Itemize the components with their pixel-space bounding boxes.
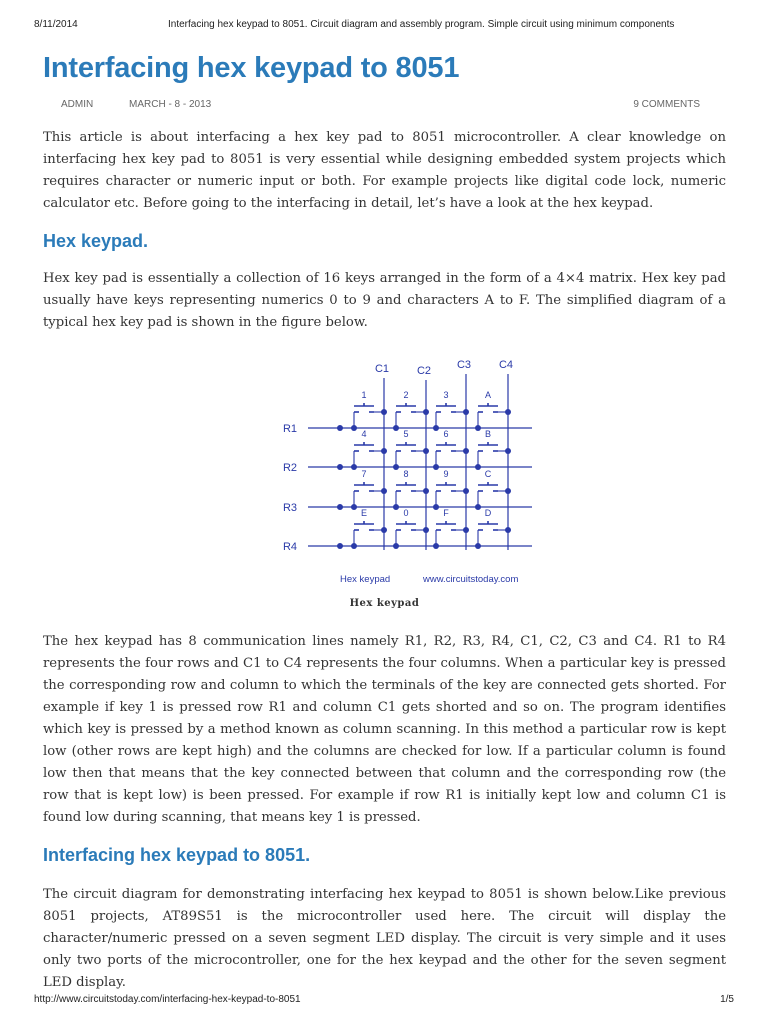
column-junction-dot [381, 527, 387, 533]
article-title: Interfacing hex keypad to 8051 [43, 52, 460, 84]
key-label: B [484, 429, 492, 439]
print-footer [34, 994, 734, 1005]
key-label: E [360, 508, 368, 518]
row-key-junction-dot [433, 504, 439, 510]
key-label: 6 [443, 429, 449, 439]
column-junction-dot [463, 527, 469, 533]
column-junction-dot [505, 527, 511, 533]
figure-caption: Hex keypad [349, 598, 420, 609]
key-label: 8 [403, 469, 409, 479]
row-key-junction-dot [351, 464, 357, 470]
row-key-junction-dot [351, 504, 357, 510]
column-label-c2: C2 [416, 365, 432, 377]
print-url: http://www.circuitstoday.com/interfacing-hex-keypad-to-8051 [34, 994, 301, 1005]
row-key-junction-dot [433, 425, 439, 431]
section-heading-interfacing: Interfacing hex keypad to 8051. [43, 845, 311, 865]
row-key-junction-dot [393, 464, 399, 470]
print-date: 8/11/2014 [34, 19, 78, 30]
row-key-junction-dot [433, 464, 439, 470]
key-label: C [484, 469, 492, 479]
key-label: 4 [361, 429, 367, 439]
key-label: 1 [361, 390, 367, 400]
column-junction-dot [505, 409, 511, 415]
column-junction-dot [463, 448, 469, 454]
article [43, 52, 726, 994]
row-key-junction-dot [475, 464, 481, 470]
page-number: 1/5 [720, 994, 734, 1005]
column-junction-dot [463, 409, 469, 415]
column-junction-dot [381, 488, 387, 494]
communication-lines-paragraph: The hex keypad has 8 communication lines namely R1, R2, R3, R4, C1, C2, C3 and C4. R1 to R4 represents the four rows and C1 to C4 represents the four columns. When a particular key is pressed the corresponding row and column to which the terminals of the key are connected gets shorted. For example if key 1 is pressed row R1 and column C1 gets shorted and so on. The program identifies which key is pressed by a method known as column scanning. In this method a particular row is kept low (other rows are kept high) and the columns are checked for low. If a particular column is found low then that means that the key connected between that column and the corresponding row (the row that is kept low) is been pressed. For example if row R1 is initially kept low and column C1 is found low during scanning, that means key 1 is pressed. [43, 634, 726, 825]
row-label-r1: R1 [282, 423, 298, 435]
row-key-junction-dot [475, 425, 481, 431]
row-key-junction-dot [475, 543, 481, 549]
key-label: A [484, 390, 492, 400]
column-junction-dot [423, 409, 429, 415]
row-key-junction-dot [393, 425, 399, 431]
circuit-paragraph: The circuit diagram for demonstrating interfacing hex keypad to 8051 is shown below.Like previous 8051 projects, AT89S51 is the microcontroller used here. The circuit will display the character/numeric pressed on a seven segment LED display. The circuit is very simple and it uses only two ports of the microcontroller, one for the hex keypad and the other for the seven segment LED display. [43, 887, 726, 990]
row-label-r2: R2 [282, 462, 298, 474]
row-key-junction-dot [393, 504, 399, 510]
column-junction-dot [423, 488, 429, 494]
intro-paragraph: This article is about interfacing a hex key pad to 8051 microcontroller. A clear knowledge on interfacing hex key pad to 8051 is very essential while designing embedded system projects which requires character or numeric input or both. For example projects like digital code lock, numeric calculator etc. Before going to the interfacing in detail, let’s have a look at the hex keypad. [43, 130, 726, 211]
row-junction-dot [337, 464, 343, 470]
column-label-c1: C1 [374, 363, 390, 375]
key-label: 3 [443, 390, 449, 400]
column-junction-dot [381, 409, 387, 415]
column-junction-dot [423, 527, 429, 533]
key-label: D [484, 508, 492, 518]
key-label: 0 [403, 508, 409, 518]
column-junction-dot [463, 488, 469, 494]
column-junction-dot [505, 448, 511, 454]
key-label: 7 [361, 469, 367, 479]
row-key-junction-dot [393, 543, 399, 549]
row-key-junction-dot [475, 504, 481, 510]
keypad-diagram [268, 358, 519, 588]
key-label: F [443, 508, 449, 518]
row-key-junction-dot [351, 425, 357, 431]
keypad-figure [43, 358, 726, 588]
row-label-r4: R4 [282, 541, 298, 553]
post-date: MARCH - 8 - 2013 [129, 99, 212, 110]
column-junction-dot [505, 488, 511, 494]
column-junction-dot [381, 448, 387, 454]
article-meta [43, 99, 726, 119]
author-link[interactable]: ADMIN [61, 99, 94, 110]
key-label: 9 [443, 469, 449, 479]
row-junction-dot [337, 504, 343, 510]
row-key-junction-dot [433, 543, 439, 549]
row-key-junction-dot [351, 543, 357, 549]
figure-label-left: Hex keypad [340, 574, 391, 585]
key-label: 5 [403, 429, 409, 439]
hex-keypad-paragraph: Hex key pad is essentially a collection of 16 keys arranged in the form of a 4×4 matrix. Hex key pad usually have keys representing numerics 0 to 9 and characters A to F. The simplified diagram of a typical hex key pad is shown in the figure below. [43, 271, 726, 330]
figure-label-right: www.circuitstoday.com [423, 574, 519, 585]
column-junction-dot [423, 448, 429, 454]
section-heading-hex-keypad: Hex keypad. [43, 231, 149, 251]
print-title: Interfacing hex keypad to 8051. Circuit diagram and assembly program. Simple circuit using minimum components [168, 19, 675, 30]
row-junction-dot [337, 543, 343, 549]
comments-link[interactable]: 9 COMMENTS [633, 99, 700, 110]
row-junction-dot [337, 425, 343, 431]
row-label-r3: R3 [282, 502, 298, 514]
column-label-c3: C3 [456, 359, 472, 371]
key-label: 2 [403, 390, 409, 400]
column-label-c4: C4 [498, 359, 514, 371]
